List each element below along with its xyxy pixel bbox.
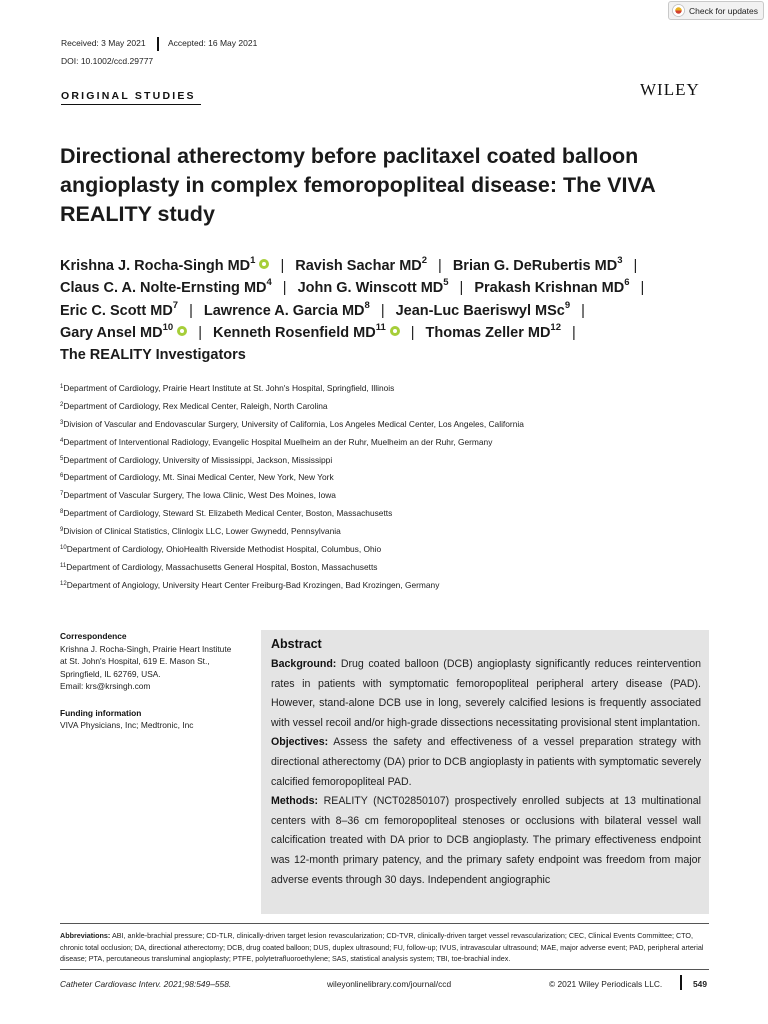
affiliation-number: 12 [60, 580, 67, 587]
page-number: 549 [693, 979, 707, 989]
author-line [60, 300, 720, 322]
author-affiliation-marker: 1 [250, 255, 256, 267]
abstract-objectives-section [271, 733, 701, 792]
orcid-icon[interactable] [390, 326, 400, 336]
affiliation-text: Division of Clinical Statistics, Clinlogix LLC, Lower Gwynedd, Pennsylvania [63, 526, 341, 537]
author-affiliation-marker: 10 [162, 322, 174, 334]
journal-citation: Catheter Cardiovasc Interv. 2021;98:549–558. [60, 979, 232, 989]
affiliation [60, 526, 740, 544]
affiliation-number: 1 [60, 384, 64, 390]
author-affiliation-marker: 12 [550, 322, 561, 334]
check-for-updates-button[interactable] [668, 1, 764, 20]
author-affiliation-marker: 11 [375, 322, 386, 334]
affiliation [60, 580, 740, 598]
author-name[interactable]: Brian G. DeRubertis MD [452, 258, 618, 274]
author-separator: | [198, 324, 202, 341]
author-affiliation-marker: 9 [564, 299, 571, 311]
affiliation [60, 490, 740, 508]
section-label: ORIGINAL STUDIES [61, 90, 196, 102]
affiliation-number: 9 [60, 527, 64, 534]
abstract-section-label: Objectives: [271, 736, 329, 749]
abstract-title: Abstract [271, 637, 322, 651]
funding-text: VIVA Physicians, Inc; Medtronic, Inc [60, 720, 194, 730]
author-line [60, 255, 720, 277]
group-author: The REALITY Investigators [60, 347, 246, 364]
author-line [60, 277, 720, 299]
abstract-methods-section [271, 792, 701, 890]
affiliation-text: Division of Vascular and Endovascular Surgery, University of California, Los Angeles Medical Center, Los Angeles, California [63, 418, 524, 429]
affiliation-number: 3 [60, 419, 64, 426]
author-affiliation-marker: 5 [443, 277, 449, 289]
author-separator: | [633, 258, 638, 274]
affiliation-text: Department of Cardiology, OhioHealth Riverside Methodist Hospital, Columbus, Ohio [66, 544, 382, 555]
abbreviations [60, 930, 710, 965]
author-separator: | [581, 302, 585, 319]
author-affiliation-marker: 4 [266, 277, 272, 289]
author-separator: | [380, 302, 385, 319]
meta-divider [157, 37, 159, 51]
affiliation-number: 4 [60, 437, 64, 444]
affiliation-text: Department of Cardiology, Massachusetts General Hospital, Boston, Massachusetts [66, 561, 378, 572]
section-rule [61, 104, 201, 105]
author-affiliation-marker: 8 [364, 299, 370, 311]
abbreviations-text: ABI, ankle-brachial pressure; CD-TLR, clinically-driven target lesion revascularization; CD-TVR, clinically-driven target vessel revascularization; CEC, Clinical Events Committee; CTO, chronic total occlusion; DA, directional atherectomy; DCB, drug coated balloon; DUS, duplex ultrasound; FU, follow-up; IVUS, intravascular ultrasound; MAE, major adverse event; PAD, peripheral arterial disease; PTA, percutaneous transluminal angioplasty; PTFE, polytetrafluoroethylene; SAS, statistical analysis system; TBI, toe-brachial index. [60, 931, 704, 963]
affiliation [60, 383, 740, 401]
author-separator: | [572, 324, 576, 341]
abstract [271, 634, 701, 890]
author-separator: | [640, 280, 645, 297]
author-separator: | [189, 302, 193, 319]
publisher-logo: WILEY [640, 80, 700, 99]
author-separator: | [459, 280, 464, 297]
abstract-section-text: Assess the safety and effectiveness of a vessel preparation strategy with directional atherectomy (DA) prior to DCB angioplasty in patients with symptomatic severely calcified femoropopliteal PAD. [271, 736, 702, 788]
author-name[interactable]: Gary Ansel MD [60, 324, 163, 341]
correspondence-heading: Correspondence [60, 631, 127, 641]
author-name[interactable]: Krishna J. Rocha-Singh MD [60, 258, 251, 274]
affiliation-text: Department of Vascular Surgery, The Iowa Clinic, West Des Moines, Iowa [63, 490, 336, 501]
article-title: Directional atherectomy before paclitaxel coated balloon angioplasty in complex femoropopliteal disease: The VIVA REALITY study [60, 144, 655, 226]
orcid-icon[interactable] [259, 259, 269, 269]
affiliation-number: 11 [60, 562, 67, 569]
author-separator: | [280, 258, 285, 274]
author-affiliation-marker: 3 [617, 255, 623, 267]
abstract-section-text: REALITY (NCT02850107) prospectively enrolled subjects at 13 multinational centers with 8–36 cm femoropopliteal stenoses or occlusions with bilateral vessel wall calcification treated with DA prior to DCB angioplasty. The primary effectiveness endpoint was 12-month primary patency, and the primary safety endpoint was freedom from major adverse events through 30 days. Independent angiographic [271, 795, 701, 886]
affiliation-text: Department of Angiology, University Heart Center Freiburg-Bad Krozingen, Bad Krozingen, Germany [66, 579, 440, 590]
author-name[interactable]: Thomas Zeller MD [425, 324, 551, 341]
journal-url[interactable]: wileyonlinelibrary.com/journal/ccd [327, 979, 452, 989]
affiliation [60, 508, 740, 526]
author-affiliation-marker: 2 [421, 255, 428, 267]
affiliation [60, 472, 740, 490]
footer-divider [680, 975, 682, 990]
abstract-section-text: Drug coated balloon (DCB) angioplasty significantly reduces reintervention rates in patients with symptomatic femoropopliteal peripheral artery disease (PAD). However, stand-alone DCB use in long, severely calcified lesions is frequently associated with vessel recoil and/or high-grade dissections necessitating provisional stent implantation. [271, 658, 701, 729]
affiliation-number: 10 [60, 545, 67, 552]
author-line [60, 322, 720, 344]
affiliation [60, 562, 740, 580]
article-sidebar [60, 630, 250, 732]
affiliation-text: Department of Interventional Radiology, Evangelic Hospital Muelheim an der Ruhr, Muelheim an der Ruhr, Germany [63, 436, 493, 447]
abbreviations-rule [60, 923, 709, 924]
affiliation-number: 6 [60, 473, 64, 480]
author-name[interactable]: Jean-Luc Baeriswyl MSc [395, 302, 565, 319]
author-name[interactable]: Ravish Sachar MD [295, 258, 422, 274]
footer-rule [60, 969, 709, 970]
doi[interactable]: DOI: 10.1002/ccd.29777 [61, 56, 154, 66]
affiliation-text: Department of Cardiology, Mt. Sinai Medical Center, New York, New York [63, 472, 334, 483]
correspondence-email[interactable]: Email: krs@krsingh.com [60, 681, 151, 691]
abstract-section-label: Methods: [271, 795, 319, 808]
author-name[interactable]: Lawrence A. Garcia MD [203, 302, 365, 319]
author-separator: | [410, 324, 415, 341]
abstract-section-label: Background: [271, 658, 337, 670]
affiliation-number: 2 [60, 401, 64, 408]
author-separator: | [438, 258, 442, 274]
author-name[interactable]: John G. Winscott MD [297, 280, 444, 297]
correspondence-line: at St. John's Hospital, 619 E. Mason St., [60, 656, 210, 666]
author-affiliation-marker: 7 [172, 299, 179, 311]
received-date: Received: 3 May 2021 [61, 38, 146, 48]
author-separator: | [282, 280, 287, 297]
abbreviations-label: Abbreviations: [60, 931, 111, 940]
correspondence-line: Krishna J. Rocha-Singh, Prairie Heart Institute [60, 643, 232, 654]
affiliation-number: 8 [60, 509, 64, 516]
abstract-background-section [271, 655, 701, 733]
affiliation [60, 401, 740, 419]
affiliation-text: Department of Cardiology, Steward St. Elizabeth Medical Center, Boston, Massachusetts [63, 508, 393, 519]
author-name[interactable]: Prakash Krishnan MD [474, 280, 625, 297]
accepted-date: Accepted: 16 May 2021 [168, 38, 258, 48]
orcid-icon[interactable] [177, 326, 187, 336]
affiliation-text: Department of Cardiology, Rex Medical Center, Raleigh, North Carolina [63, 400, 328, 411]
affiliation-number: 5 [60, 455, 64, 462]
check-for-updates-label: Check for updates [689, 5, 758, 16]
affiliation [60, 544, 740, 562]
affiliation-text: Department of Cardiology, Prairie Heart Institute at St. John's Hospital, Springfield, Illinois [63, 383, 395, 393]
author-list [60, 255, 720, 366]
funding-heading: Funding information [60, 707, 142, 718]
correspondence-line: Springfield, IL 62769, USA. [60, 668, 161, 679]
affiliation-list [60, 383, 740, 598]
affiliation-number: 7 [60, 491, 64, 498]
author-name[interactable]: Claus C. A. Nolte-Ernsting MD [60, 280, 267, 297]
affiliation [60, 419, 740, 437]
author-name[interactable]: Kenneth Rosenfield MD [212, 324, 376, 341]
author-name[interactable]: Eric C. Scott MD [60, 302, 173, 319]
affiliation [60, 455, 740, 473]
copyright: © 2021 Wiley Periodicals LLC. [549, 979, 663, 989]
affiliation-text: Department of Cardiology, University of Mississippi, Jackson, Mississippi [63, 454, 333, 465]
author-affiliation-marker: 6 [624, 277, 630, 289]
affiliation [60, 437, 740, 455]
check-for-updates-icon [672, 4, 685, 17]
